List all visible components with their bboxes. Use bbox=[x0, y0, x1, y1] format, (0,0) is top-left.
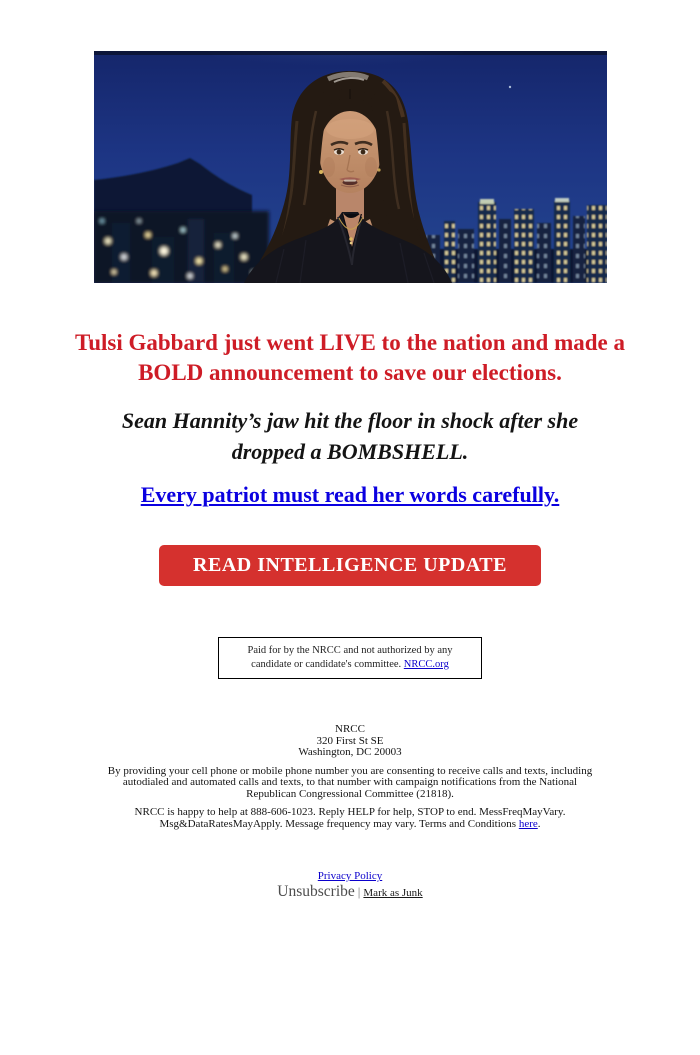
sub-headline-line2: dropped a BOMBSHELL. bbox=[231, 439, 469, 464]
unsubscribe-row bbox=[0, 883, 700, 901]
consent-paragraph bbox=[90, 766, 610, 801]
org-name: NRCC bbox=[335, 723, 365, 735]
help-paragraph bbox=[90, 807, 610, 830]
consent-line1: By providing your cell phone or mobile phone number you are consenting to receive calls and texts, including bbox=[107, 764, 593, 777]
terms-here-link[interactable]: here bbox=[518, 817, 538, 830]
separator-pipe: | bbox=[357, 884, 361, 899]
sub-headline-line1: Sean Hannity’s jaw hit the floor in shock after she bbox=[121, 408, 579, 433]
mark-as-junk-link[interactable]: Mark as Junk bbox=[363, 887, 423, 899]
email-body bbox=[0, 51, 700, 901]
nrcc-org-link[interactable]: NRCC.org bbox=[403, 659, 449, 670]
privacy-row bbox=[0, 870, 700, 882]
disclaimer-line1: Paid for by the NRCC and not authorized by any bbox=[247, 645, 453, 656]
disclaimer-line2: candidate or candidate's committee. bbox=[251, 659, 404, 670]
address-line1: 320 First St SE bbox=[316, 734, 384, 747]
lead-headline-line1: Tulsi Gabbard just went LIVE to the nation and made a bbox=[75, 330, 625, 355]
cta-row bbox=[0, 545, 700, 586]
read-words-link[interactable]: Every patriot must read her words carefully. bbox=[140, 482, 560, 507]
star-speck bbox=[508, 86, 510, 88]
consent-line2: autodialed and automated calls and texts, to that number with campaign notifications from the National bbox=[122, 776, 578, 788]
lead-headline-line2: BOLD announcement to save our elections. bbox=[138, 360, 562, 385]
headline-link-row bbox=[20, 483, 680, 507]
read-intelligence-update-button[interactable]: READ INTELLIGENCE UPDATE bbox=[159, 545, 541, 586]
sub-headline bbox=[20, 405, 680, 467]
address-line2: Washington, DC 20003 bbox=[298, 746, 402, 758]
help-line2-period: . bbox=[537, 817, 541, 830]
help-line2 bbox=[90, 819, 610, 831]
help-line2-text: Msg&DataRatesMayApply. Message frequency may vary. Terms and Conditions bbox=[159, 817, 519, 830]
hero-city-left bbox=[94, 211, 269, 283]
consent-line3: Republican Congressional Committee (21818). bbox=[246, 787, 454, 800]
help-line1: NRCC is happy to help at 888-606-1023. Reply HELP for help, STOP to end. MessFreqMayVary. bbox=[134, 806, 566, 818]
hero-image bbox=[94, 51, 607, 283]
privacy-policy-link[interactable]: Privacy Policy bbox=[317, 870, 383, 882]
address-block bbox=[0, 724, 700, 759]
lead-headline bbox=[20, 328, 680, 388]
unsubscribe-link[interactable]: Unsubscribe bbox=[277, 883, 355, 900]
paid-for-disclaimer-box bbox=[218, 637, 482, 679]
